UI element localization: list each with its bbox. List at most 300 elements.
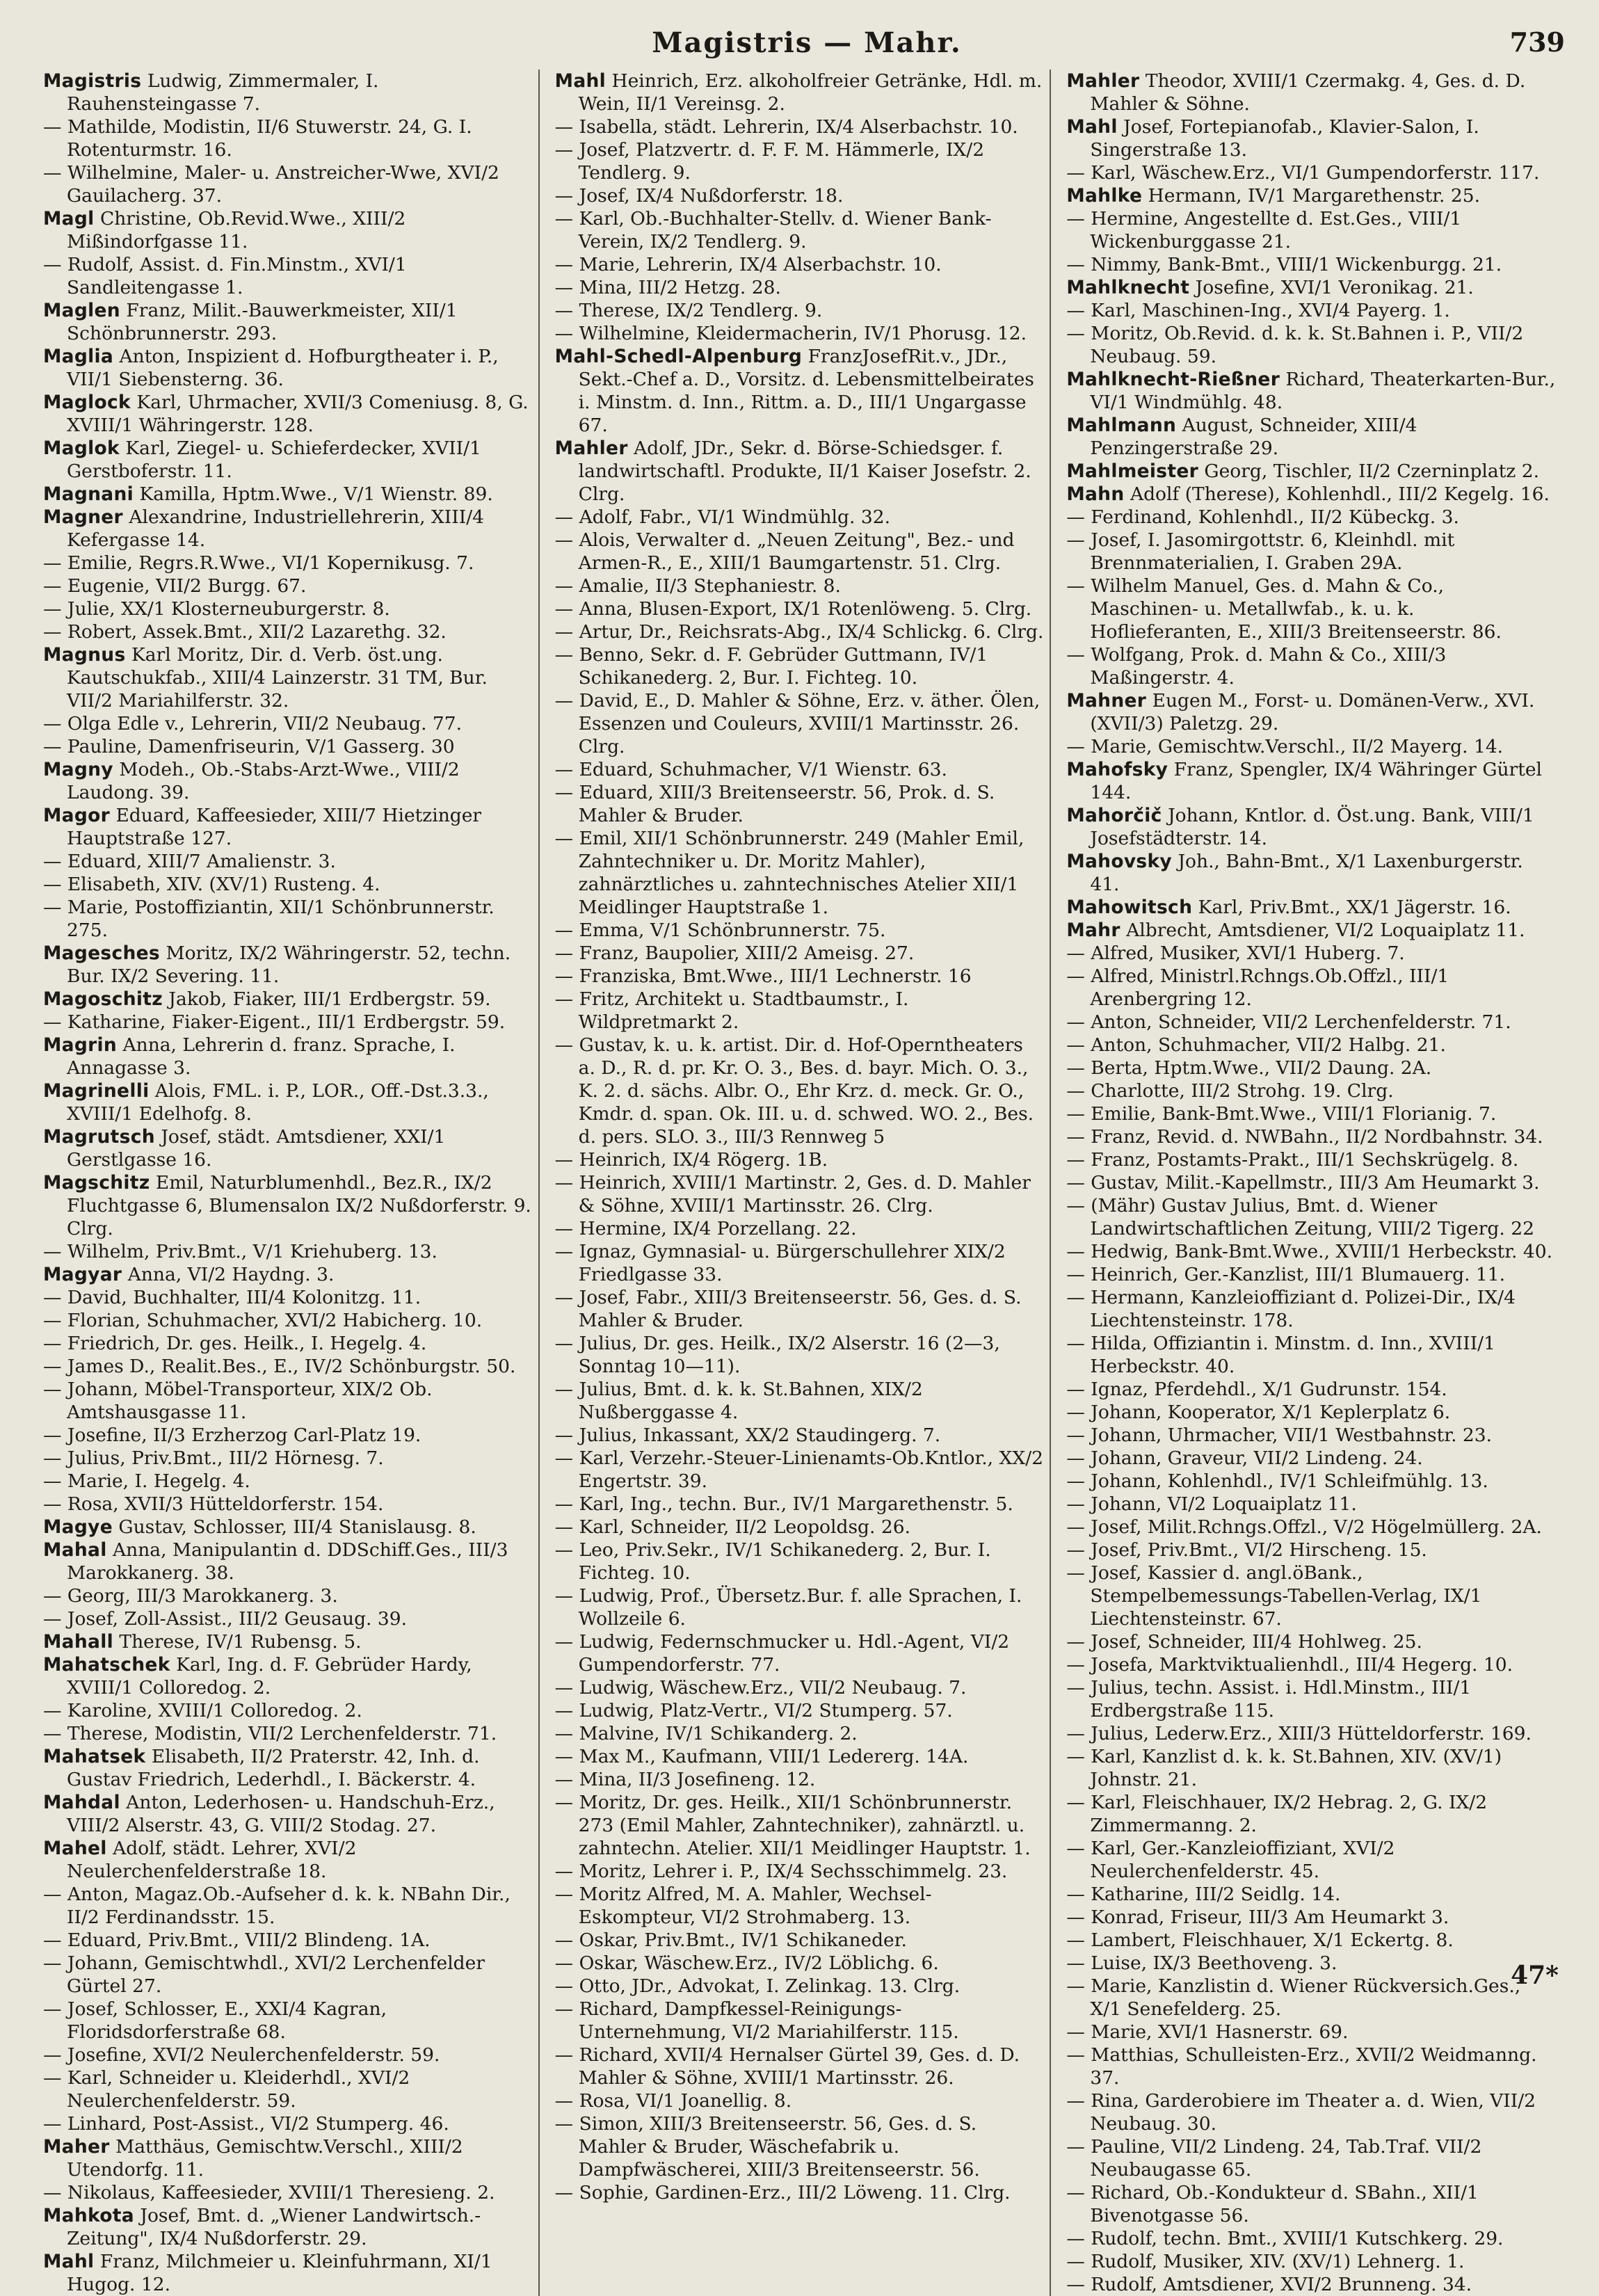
directory-entry [43, 597, 533, 620]
entry-details: — Karl, Schneider u. Kleiderhdl., XVI/2 Neulerchenfelderstr. 59. [43, 2067, 410, 2112]
entry-details: — Johann, Graveur, VII/2 Lindeng. 24. [1066, 1447, 1423, 1469]
directory-entry [1066, 506, 1557, 529]
entry-surname: Magner [43, 506, 123, 528]
entry-details: — Mathilde, Modistin, II/6 Stuwerstr. 24, G. I. Rotenturmstr. 16. [43, 116, 472, 161]
entry-details: — Ferdinand, Kohlenhdl., II/2 Kübeckg. 3. [1066, 506, 1459, 528]
directory-entry [43, 1630, 533, 1653]
entry-surname: Magistris [43, 70, 142, 92]
entry-details: — Anton, Schneider, VII/2 Lerchenfelderstr. 71. [1066, 1011, 1511, 1033]
entry-details: — Georg, III/3 Marokkanerg. 3. [43, 1585, 338, 1607]
directory-entry [43, 506, 533, 552]
directory-entry [1066, 115, 1557, 161]
entry-surname: Mahal [43, 1539, 107, 1561]
entry-surname: Mahatschek [43, 1654, 170, 1676]
directory-entry [43, 2112, 533, 2135]
entry-details: Alois, FML. i. P., LOR., Off.-Dst.3.3., XVIII/1 Edelhofg. 8. [67, 1080, 489, 1125]
directory-entry [555, 781, 1045, 827]
entry-details: — Marie, Kanzlistin d. Wiener Rückversich.Ges., X/1 Senefelderg. 25. [1066, 1975, 1521, 2020]
directory-entry [1066, 1079, 1557, 1102]
entry-details: — Franz, Baupolier, XIII/2 Ameisg. 27. [554, 942, 915, 964]
directory-entry [1066, 850, 1557, 896]
directory-entry [555, 138, 1045, 184]
directory-entry [43, 115, 533, 161]
directory-entry [555, 1493, 1045, 1516]
directory-entry [555, 689, 1045, 758]
directory-entry [555, 1998, 1045, 2044]
entry-details: — Wilhelmine, Maler- u. Anstreicher-Wwe, XVI/2 Gauilacherg. 37. [43, 162, 499, 207]
entry-details: Anna, Manipulantin d. DDSchiff.Ges., III/3 Marokkanerg. 38. [67, 1539, 508, 1584]
entry-details: — Amalie, II/3 Stephaniestr. 8. [554, 575, 841, 597]
entry-surname: Maglen [43, 300, 120, 321]
entry-details: — Josef, Schneider, III/4 Hohlweg. 25. [1066, 1631, 1422, 1653]
entry-details: — Anton, Magaz.Ob.-Aufseher d. k. k. NBahn Dir., II/2 Ferdinandsstr. 15. [43, 1884, 511, 1928]
entry-details: — Anton, Schuhmacher, VII/2 Halbg. 21. [1066, 1034, 1446, 1056]
directory-entry [1066, 322, 1557, 368]
directory-entry [555, 1424, 1045, 1447]
directory-entry [1066, 896, 1557, 919]
entry-surname: Mahall [43, 1631, 113, 1653]
directory-entry [1066, 1057, 1557, 1079]
directory-entry [555, 1034, 1045, 1148]
directory-entry [1066, 1125, 1557, 1148]
directory-entry [555, 2044, 1045, 2089]
directory-entry [555, 1148, 1045, 1171]
directory-entry [43, 1837, 533, 1883]
entry-details: — Nimmy, Bank-Bmt., VIII/1 Wickenburgg. 21. [1066, 254, 1502, 275]
entry-details: — Oskar, Wäschew.Erz., IV/2 Löblichg. 6. [554, 1952, 939, 1974]
entry-details: Albrecht, Amtsdiener, VI/2 Loquaiplatz 11. [1126, 920, 1525, 941]
directory-entry [1066, 2089, 1557, 2135]
entry-details: — Julius, Inkassant, XX/2 Staudingerg. 7. [554, 1424, 941, 1446]
directory-entry [555, 345, 1045, 437]
entry-details: Matthäus, Gemischtw.Verschl., XIII/2 Utendorfg. 11. [67, 2136, 463, 2181]
directory-entry [1066, 643, 1557, 689]
entry-details: — Pauline, Damenfriseurin, V/1 Gasserg. 30 [43, 736, 455, 757]
entry-surname: Magschitz [43, 1172, 150, 1194]
directory-entry [43, 1952, 533, 1998]
directory-entry [555, 276, 1045, 299]
column-3 [1066, 70, 1563, 2296]
entry-details: — Karl, Ob.-Buchhalter-Stellv. d. Wiener Bank-Verein, IX/2 Tendlerg. 9. [554, 208, 992, 252]
directory-entry [555, 1171, 1045, 1217]
directory-entry [555, 1516, 1045, 1539]
entry-details: — Julius, Priv.Bmt., III/2 Hörnesg. 7. [43, 1447, 384, 1469]
directory-entry [555, 2089, 1045, 2112]
directory-entry [43, 207, 533, 253]
directory-entry [43, 2181, 533, 2204]
entry-surname: Mahn [1066, 483, 1125, 505]
entry-details: — Heinrich, IX/4 Rögerg. 1B. [554, 1149, 828, 1171]
entry-details: Adolf, JDr., Sekr. d. Börse-Schiedsger. f. landwirtschaftl. Produkte, II/1 Kaiser Josefstr. 2. Clrg. [578, 437, 1031, 505]
entry-details: — Sophie, Gardinen-Erz., III/2 Löweng. 11. Clrg. [554, 2182, 1011, 2203]
entry-details: Karl Moritz, Dir. d. Verb. öst.ung. Kautschukfab., XIII/4 Lainzerstr. 31 TM, Bur. VII/2 Mariahilferstr. 32. [67, 644, 488, 712]
entry-surname: Maher [43, 2136, 110, 2158]
entry-details: — Eduard, Priv.Bmt., VIII/2 Blindeng. 1A. [43, 1929, 431, 1951]
directory-entry [1066, 2227, 1557, 2250]
directory-entry [1066, 2181, 1557, 2227]
entry-surname: Magrutsch [43, 1126, 155, 1148]
directory-entry [43, 552, 533, 575]
entry-details: — Richard, XVII/4 Hernalser Gürtel 39, Ges. d. D. Mahler & Söhne, XVIII/1 Martinsstr. 26. [554, 2044, 1020, 2089]
entry-details: — Karl, Verzehr.-Steuer-Linienamts-Ob.Kntlor., XX/2 Engertstr. 39. [554, 1447, 1044, 1492]
directory-entry [555, 597, 1045, 620]
entry-details: Franz, Milchmeier u. Kleinfuhrmann, XI/1 Hugog. 12. [67, 2251, 492, 2295]
directory-entry [555, 70, 1045, 115]
entry-surname: Mahkota [43, 2205, 134, 2226]
entry-details: — Josefine, II/3 Erzherzog Carl-Platz 19. [43, 1424, 421, 1446]
entry-details: August, Schneider, XIII/4 Penzingerstraße 29. [1090, 415, 1417, 459]
entry-details: — Josef, Fabr., XIII/3 Breitenseerstr. 56, Ges. d. S. Mahler & Bruder. [554, 1287, 1022, 1331]
entry-details: — Isabella, städt. Lehrerin, IX/4 Alserbachstr. 10. [554, 116, 1018, 138]
directory-entry [43, 437, 533, 483]
entry-surname: Maglock [43, 392, 131, 413]
entry-details: — Josef, Priv.Bmt., VI/2 Hirscheng. 15. [1066, 1539, 1427, 1561]
directory-entry [43, 735, 533, 758]
entry-details: — Ludwig, Federnschmucker u. Hdl.-Agent, VI/2 Gumpendorferstr. 77. [554, 1631, 1010, 1676]
directory-entry [1066, 1653, 1557, 1676]
entry-details: — Johann, Kooperator, X/1 Keplerplatz 6. [1066, 1402, 1451, 1423]
entry-details: — Robert, Assek.Bmt., XII/2 Lazarethg. 32. [43, 621, 447, 643]
directory-entry [1066, 1470, 1557, 1493]
directory-entry [43, 712, 533, 735]
entry-details: — Otto, JDr., Advokat, I. Zelinkag. 13. Clrg. [554, 1975, 961, 1997]
directory-entry [43, 161, 533, 207]
entry-details: — Linhard, Post-Assist., VI/2 Stumperg. 46. [43, 2113, 449, 2135]
directory-entry [1066, 1447, 1557, 1470]
entry-details: — Matthias, Schulleisten-Erz., XVII/2 Weidmanng. 37. [1066, 2044, 1537, 2089]
entry-details: — Rosa, VI/1 Joanellig. 8. [554, 2090, 792, 2112]
directory-entry [1066, 1378, 1557, 1401]
entry-surname: Magye [43, 1516, 113, 1538]
entry-details: — Marie, Gemischtw.Verschl., II/2 Mayerg. 14. [1066, 736, 1504, 757]
entry-details: Johann, Kntlor. d. Öst.ung. Bank, VIII/1 Josefstädterstr. 14. [1090, 805, 1534, 849]
entry-details: Franz, Milit.-Bauwerkmeister, XII/1 Schönbrunnerstr. 293. [67, 300, 458, 344]
entry-surname: Mahovsky [1066, 851, 1172, 872]
directory-entry [555, 643, 1045, 689]
entry-surname: Mahlmeister [1066, 460, 1198, 482]
directory-entry [1066, 207, 1557, 253]
entry-details: — Wilhelm, Priv.Bmt., V/1 Kriehuberg. 13. [43, 1241, 437, 1262]
directory-entry [555, 299, 1045, 322]
directory-entry [1066, 1148, 1557, 1171]
entry-surname: Magnani [43, 483, 134, 505]
directory-entry [1066, 1676, 1557, 1722]
directory-entry [43, 1125, 533, 1171]
entry-details: — Simon, XIII/3 Breitenseerstr. 56, Ges. d. S. Mahler & Bruder, Wäschefabrik u. Dampfwäscherei, XIII/3 Breitenseerstr. 56. [554, 2113, 980, 2181]
directory-entry [1066, 1837, 1557, 1883]
directory-entry [555, 1539, 1045, 1584]
entry-details: — Ludwig, Platz-Vertr., VI/2 Stumperg. 57. [554, 1700, 953, 1721]
entry-details: — Richard, Ob.-Kondukteur d. SBahn., XII/1 Bivenotgasse 56. [1066, 2182, 1479, 2226]
directory-entry [43, 70, 533, 115]
directory-entry [555, 919, 1045, 942]
entry-details: — Karl, Schneider, II/2 Leopoldsg. 26. [554, 1516, 910, 1538]
entry-details: — Karoline, XVIII/1 Colloredog. 2. [43, 1700, 362, 1721]
directory-entry [1066, 1952, 1557, 1975]
entry-details: Heinrich, Erz. alkoholfreier Getränke, Hdl. m. Wein, II/1 Vereinsg. 2. [578, 70, 1043, 115]
directory-entry [43, 483, 533, 506]
entry-details: — Josefine, XVI/2 Neulerchenfelderstr. 59. [43, 2044, 440, 2066]
directory-entry [1066, 758, 1557, 804]
entry-details: — Luise, IX/3 Beethoveng. 3. [1066, 1952, 1337, 1974]
entry-details: — Leo, Priv.Sekr., IV/1 Schikanederg. 2, Bur. I. Fichteg. 10. [554, 1539, 991, 1584]
entry-details: — Alfred, Musiker, XVI/1 Huberg. 7. [1066, 942, 1405, 964]
directory-entry [555, 758, 1045, 781]
directory-entry [43, 873, 533, 896]
entry-details: — Johann, Möbel-Transporteur, XIX/2 Ob. Amtshausgasse 11. [43, 1379, 433, 1423]
entry-details: Joh., Bahn-Bmt., X/1 Laxenburgerstr. 41. [1090, 851, 1523, 895]
page-header [49, 21, 1565, 70]
directory-entry [43, 1424, 533, 1447]
entry-details: — Rosa, XVII/3 Hütteldorferstr. 154. [43, 1493, 384, 1515]
entry-details: — Ignaz, Gymnasial- u. Bürgerschullehrer XIX/2 Friedlgasse 33. [554, 1241, 1006, 1285]
entry-details: Karl, Priv.Bmt., XX/1 Jägerstr. 16. [1198, 897, 1511, 918]
directory-entry [43, 2204, 533, 2250]
entry-details: — (Mähr) Gustav Julius, Bmt. d. Wiener Landwirtschaftlichen Zeitung, VIII/2 Tigerg. 22 [1066, 1195, 1534, 1239]
entry-surname: Mahofsky [1066, 759, 1168, 780]
directory-entry [1066, 1263, 1557, 1286]
entry-details: — Karl, Wäschew.Erz., VI/1 Gumpendorferstr. 117. [1066, 162, 1540, 184]
entry-details: — Emma, V/1 Schönbrunnerstr. 75. [554, 920, 886, 941]
entry-details: — Josef, Schlosser, E., XXI/4 Kagran, Floridsdorferstraße 68. [43, 1998, 387, 2043]
directory-entry [555, 184, 1045, 207]
entry-details: Adolf (Therese), Kohlenhdl., III/2 Kegelg. 16. [1130, 483, 1550, 505]
entry-details: — Katharine, Fiaker-Eigent., III/1 Erdbergstr. 59. [43, 1011, 506, 1033]
entry-details: — Moritz, Dr. ges. Heilk., XII/1 Schönbrunnerstr. 273 (Emil Mahler, Zahntechniker), zahnärztl. u. zahntechn. Atelier. XII/1 Meidlinger Hauptstr. 1. [554, 1792, 1031, 1859]
directory-entry [1066, 368, 1557, 414]
directory-entry [43, 575, 533, 597]
entry-details: — Moritz, Ob.Revid. d. k. k. St.Bahnen i. P., VII/2 Neubaug. 59. [1066, 323, 1524, 367]
directory-entry [555, 1676, 1045, 1699]
directory-entry [43, 1699, 533, 1722]
directory-entry [1066, 1171, 1557, 1194]
directory-entry [1066, 2135, 1557, 2181]
directory-entry [43, 1332, 533, 1355]
page-footer-signature: 47* [1511, 1961, 1559, 1990]
entry-details: — Eduard, Schuhmacher, V/1 Wienstr. 63. [554, 759, 947, 780]
entry-details: — James D., Realit.Bes., E., IV/2 Schönburgstr. 50. [43, 1356, 516, 1377]
directory-entry [555, 1630, 1045, 1676]
entry-details: — Wolfgang, Prok. d. Mahn & Co., XIII/3 Maßingerstr. 4. [1066, 644, 1447, 689]
directory-entry [1066, 253, 1557, 276]
entry-details: — Eduard, XIII/3 Breitenseerstr. 56, Prok. d. S. Mahler & Bruder. [554, 782, 995, 826]
directory-entry [1066, 1630, 1557, 1653]
entry-details: — Gustav, k. u. k. artist. Dir. d. Hof-Operntheaters a. D., R. d. pr. Kr. O. 3., Bes. d. bayr. Mich. O. 3., K. 2. d. sächs. Albr. O., Ehr Krz. d. meck. Gr. O., Kmdr. d. span. Ok. III. u. d. schwed. WO. 2., Bes. d. pers. SLO. 3., III/3 Rennweg 5 [554, 1034, 1034, 1148]
entry-surname: Mahowitsch [1066, 897, 1193, 918]
directory-entry [43, 643, 533, 712]
entry-surname: Mahlmann [1066, 415, 1177, 436]
directory-entry [555, 1745, 1045, 1768]
directory-entry [43, 1355, 533, 1378]
entry-details: — Franz, Postamts-Prakt., III/1 Sechskrügelg. 8. [1066, 1149, 1519, 1171]
entry-details: — Anna, Blusen-Export, IX/1 Rotenlöweng. 5. Clrg. [554, 598, 1032, 620]
directory-entry [1066, 1194, 1557, 1240]
entry-details: — Franz, Revid. d. NWBahn., II/2 Nordbahnstr. 34. [1066, 1126, 1543, 1148]
directory-entry [43, 896, 533, 942]
entry-details: Kamilla, Hptm.Wwe., V/1 Wienstr. 89. [139, 483, 493, 505]
directory-entry [555, 1883, 1045, 1929]
directory-entry [43, 1791, 533, 1837]
entry-details: Karl, Ing. d. F. Gebrüder Hardy, XVIII/1 Colloredog. 2. [67, 1654, 472, 1699]
directory-entry [1066, 1791, 1557, 1837]
entry-details: — Hedwig, Bank-Bmt.Wwe., XVIII/1 Herbeckstr. 40. [1066, 1241, 1553, 1262]
directory-entry [555, 965, 1045, 988]
entry-details: — Olga Edle v., Lehrerin, VII/2 Neubaug. 77. [43, 713, 463, 734]
directory-entry [43, 1745, 533, 1791]
entry-details: — Alois, Verwalter d. „Neuen Zeitung", Bez.- und Armen-R., E., XIII/1 Baumgartenstr. 51. Clrg. [554, 529, 1015, 574]
entry-surname: Magny [43, 759, 113, 780]
directory-entry [1066, 1906, 1557, 1929]
directory-entry [1066, 161, 1557, 184]
entry-details: Emil, Naturblumenhdl., Bez.R., IX/2 Fluchtgasse 6, Blumensalon IX/2 Nußdorferstr. 9. Clrg. [67, 1172, 531, 1239]
entry-details: — Franziska, Bmt.Wwe., III/1 Lechnerstr. 16 [554, 965, 972, 987]
entry-details: Anton, Lederhosen- u. Handschuh-Erz., VIII/2 Alserstr. 43, G. VIII/2 Stodag. 27. [67, 1792, 495, 1836]
entry-surname: Magnus [43, 644, 126, 666]
directory-entry [555, 827, 1045, 919]
directory-entry [43, 988, 533, 1011]
directory-entry [43, 2250, 533, 2296]
entry-details: — Katharine, III/2 Seidlg. 14. [1066, 1884, 1341, 1905]
entry-surname: Mahdal [43, 1792, 120, 1813]
directory-entry [1066, 1929, 1557, 1952]
entry-details: FranzJosefRit.v., JDr., Sekt.-Chef a. D., Vorsitz. d. Lebensmittelbeirates i. Minstm. d. Inn., Rittm. a. D., III/1 Ungargasse 67. [578, 346, 1034, 436]
directory-entry [43, 1883, 533, 1929]
directory-entry [555, 1722, 1045, 1745]
directory-entry [555, 1286, 1045, 1332]
entry-details: — Josef, Milit.Rchngs.Offzl., V/2 Högelmüllerg. 2A. [1066, 1516, 1542, 1538]
entry-details: — David, Buchhalter, III/4 Kolonitzg. 11. [43, 1287, 421, 1308]
directory-entry [1066, 2044, 1557, 2089]
entry-details: — Max M., Kaufmann, VIII/1 Ledererg. 14A. [554, 1746, 969, 1767]
page-title: Magistris — Mahr. [652, 26, 962, 59]
entry-details: — Johann, Kohlenhdl., IV/1 Schleifmühlg. 13. [1066, 1470, 1488, 1492]
entry-details: — Johann, VI/2 Loquaiplatz 11. [1066, 1493, 1357, 1515]
entry-surname: Mahlke [1066, 185, 1143, 207]
entry-details: Christine, Ob.Revid.Wwe., XIII/2 Mißindorfgasse 11. [67, 208, 406, 252]
entry-details: Anna, Lehrerin d. franz. Sprache, I. Annagasse 3. [67, 1034, 456, 1079]
directory-entry [43, 850, 533, 873]
directory-entry [555, 620, 1045, 643]
directory-entry [1066, 483, 1557, 506]
entry-details: Josefine, XVI/1 Veronikag. 21. [1195, 277, 1474, 298]
directory-entry [1066, 1493, 1557, 1516]
entry-details: — Mina, III/2 Hetzg. 28. [554, 277, 781, 298]
entry-surname: Maglia [43, 346, 114, 367]
entry-details: — Eugenie, VII/2 Burgg. 67. [43, 575, 307, 597]
entry-surname: Magoschitz [43, 988, 163, 1010]
directory-entry [43, 620, 533, 643]
entry-details: — Fritz, Architekt u. Stadtbaumstr., I. Wildpretmarkt 2. [554, 988, 909, 1033]
entry-surname: Mahatsek [43, 1746, 146, 1767]
entry-details: — Marie, Lehrerin, IX/4 Alserbachstr. 10. [554, 254, 942, 275]
entry-surname: Mahl [1066, 116, 1118, 138]
entry-details: Jakob, Fiaker, III/1 Erdbergstr. 59. [168, 988, 491, 1010]
entry-details: — Gustav, Milit.-Kapellmstr., III/3 Am Heumarkt 3. [1066, 1172, 1540, 1194]
entry-details: — Richard, Dampfkessel-Reinigungs-Unternehmung, VI/2 Mariahilferstr. 115. [554, 1998, 959, 2043]
directory-entry [1066, 1975, 1557, 2021]
entry-details: — Julius, Lederw.Erz., XIII/3 Hütteldorferstr. 169. [1066, 1723, 1532, 1744]
directory-entry [1066, 1424, 1557, 1447]
entry-surname: Mahl-Schedl-Alpenburg [554, 346, 803, 367]
directory-entry [555, 1584, 1045, 1630]
entry-details: Josef, Bmt. d. „Wiener Landwirtsch.-Zeitung", IX/4 Nußdorferstr. 29. [67, 2205, 481, 2249]
entry-details: — Josef, I. Jasomirgottstr. 6, Kleinhdl. mit Brennmaterialien, I. Graben 29A. [1066, 529, 1455, 574]
entry-surname: Magl [43, 208, 95, 230]
directory-entry [43, 2135, 533, 2181]
directory-entry [1066, 942, 1557, 965]
entry-details: — Rina, Garderobiere im Theater a. d. Wien, VII/2 Neubaug. 30. [1066, 2090, 1536, 2135]
entry-details: — Therese, IX/2 Tendlerg. 9. [554, 300, 823, 321]
entry-details: — Nikolaus, Kaffeesieder, XVIII/1 Theresieng. 2. [43, 2182, 495, 2203]
directory-entry [1066, 1516, 1557, 1539]
directory-entry [43, 1653, 533, 1699]
directory-entry [43, 1240, 533, 1263]
entry-surname: Mahr [1066, 920, 1120, 941]
entry-details: — David, E., D. Mahler & Söhne, Erz. v. äther. Ölen, Essenzen und Couleurs, XVIII/1 Martinsstr. 26. Clrg. [554, 690, 1040, 757]
entry-details: Adolf, städt. Lehrer, XVI/2 Neulerchenfelderstraße 18. [67, 1838, 357, 1882]
directory-entry [43, 1378, 533, 1424]
directory-entry [43, 299, 533, 345]
directory-entry [555, 1929, 1045, 1952]
entry-details: — Therese, Modistin, VII/2 Lerchenfelderstr. 71. [43, 1723, 497, 1744]
directory-entry [1066, 2021, 1557, 2044]
entry-details: — Konrad, Friseur, III/3 Am Heumarkt 3. [1066, 1906, 1449, 1928]
directory-entry [43, 391, 533, 437]
directory-entry [43, 1079, 533, 1125]
entry-details: — Rudolf, Assist. d. Fin.Minstm., XVI/1 Sandleitengasse 1. [43, 254, 407, 298]
entry-details: — Moritz Alfred, M. A. Mahler, Wechsel-Eskompteur, VI/2 Strohmaberg. 13. [554, 1884, 932, 1928]
entry-surname: Magyar [43, 1264, 122, 1285]
entry-surname: Mahlknecht-Rießner [1066, 369, 1280, 390]
directory-entry [1066, 965, 1557, 1011]
entry-surname: Magrinelli [43, 1080, 150, 1102]
directory-entry [1066, 689, 1557, 735]
directory-entry [43, 253, 533, 299]
entry-details: — Pauline, VII/2 Lindeng. 24, Tab.Traf. VII/2 Neubaugasse 65. [1066, 2136, 1482, 2181]
entry-surname: Magrin [43, 1034, 118, 1056]
directory-entry [555, 437, 1045, 506]
directory-entry [43, 758, 533, 804]
entry-details: — Oskar, Priv.Bmt., IV/1 Schikaneder. [554, 1929, 907, 1951]
entry-surname: Mahel [43, 1838, 107, 1859]
directory-entry [43, 1493, 533, 1516]
directory-entry [43, 1722, 533, 1745]
directory-entry [43, 345, 533, 391]
directory-entry [1066, 1011, 1557, 1034]
directory-entry [1066, 919, 1557, 942]
directory-entry [1066, 1883, 1557, 1906]
entry-details: — Karl, Maschinen-Ing., XVI/4 Payerg. 1. [1066, 300, 1450, 321]
entry-details: — Rudolf, techn. Bmt., XVIII/1 Kutschkerg. 29. [1066, 2228, 1504, 2249]
entry-details: — Emilie, Regrs.R.Wwe., VI/1 Kopernikusg. 7. [43, 552, 474, 574]
directory-entry [555, 1332, 1045, 1378]
directory-entry [1066, 1745, 1557, 1791]
directory-entry [43, 1998, 533, 2044]
entry-details: — Emilie, Bank-Bmt.Wwe., VIII/1 Florianig. 7. [1066, 1103, 1497, 1125]
entry-details: — Moritz, Lehrer i. P., IX/4 Sechsschimmelg. 23. [554, 1861, 1008, 1882]
directory-entry [43, 1584, 533, 1607]
directory-entry [43, 1516, 533, 1539]
directory-entry [1066, 276, 1557, 299]
entry-details: — Josef, Platzvertr. d. F. F. M. Hämmerle, IX/2 Tendlerg. 9. [554, 139, 985, 184]
entry-details: Josef, städt. Amtsdiener, XXI/1 Gerstlgasse 16. [67, 1126, 446, 1171]
entry-details: — Josefa, Marktviktualienhdl., III/4 Hegerg. 10. [1066, 1654, 1513, 1676]
directory-entry [555, 322, 1045, 345]
entry-details: — Lambert, Fleischhauer, X/1 Eckertg. 8. [1066, 1929, 1454, 1951]
entry-details: — Wilhelm Manuel, Ges. d. Mahn & Co., Maschinen- u. Metallwfab., k. u. k. Hoflieferanten, E., XIII/3 Breitenseerstr. 86. [1066, 575, 1502, 643]
directory-entry [555, 506, 1045, 529]
page-number: 739 [1509, 26, 1565, 58]
